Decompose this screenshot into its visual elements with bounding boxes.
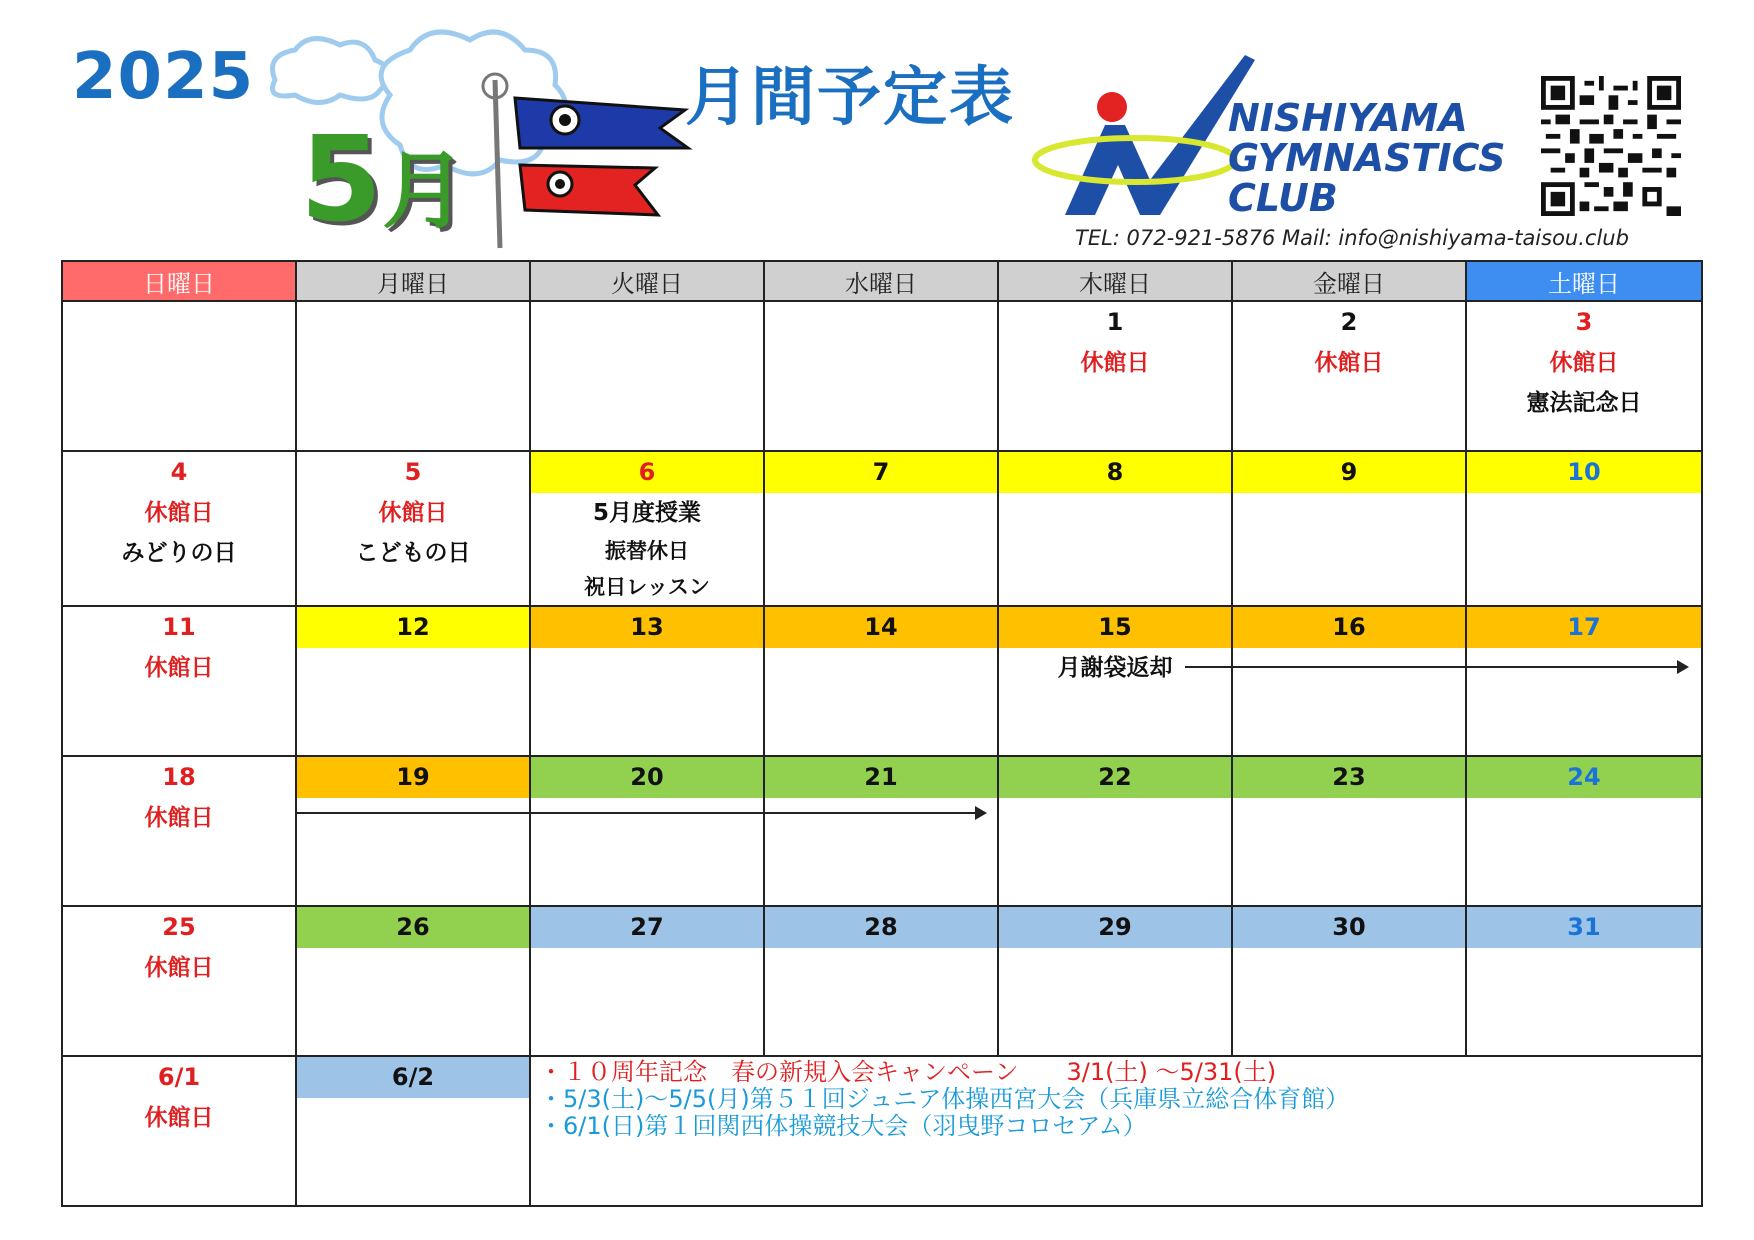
day-cell <box>1466 451 1702 606</box>
week-row <box>62 451 1702 606</box>
day-number: 3 <box>1575 308 1593 336</box>
day-number: 23 <box>1233 757 1465 798</box>
day-cell <box>764 301 998 451</box>
day-number: 16 <box>1233 607 1465 648</box>
day-cell <box>764 451 998 606</box>
page-title: 月間予定表 <box>685 61 1015 135</box>
month-label <box>300 110 466 248</box>
day-cell <box>998 606 1232 756</box>
day-number: 4 <box>170 458 188 486</box>
notes-list <box>539 1059 1349 1140</box>
week-row <box>62 606 1702 756</box>
day-cell <box>998 451 1232 606</box>
day-number: 30 <box>1233 907 1465 948</box>
club-name-line2: GYMNASTICS <box>1228 136 1506 180</box>
day-number: 20 <box>531 757 763 798</box>
day-cell <box>62 451 296 606</box>
event-label: 月謝袋返却 <box>1057 655 1173 681</box>
weekday-header-mon: 月曜日 <box>296 261 530 301</box>
weekday-header-thu: 木曜日 <box>998 261 1232 301</box>
event-label: 5月度授業 <box>592 500 701 526</box>
calendar-table <box>61 260 1703 1207</box>
month-number: 5 <box>300 110 383 248</box>
day-cell <box>998 906 1232 1056</box>
weekday-header-tue: 火曜日 <box>530 261 764 301</box>
day-number: 15 <box>999 607 1231 648</box>
day-cell <box>1232 756 1466 906</box>
day-cell <box>1466 301 1702 451</box>
day-cell <box>62 606 296 756</box>
day-number: 13 <box>531 607 763 648</box>
club-logo <box>1035 55 1255 215</box>
contact-info: TEL: 072-921-5876 Mail: info@nishiyama-taisou.club <box>1075 226 1629 250</box>
day-cell <box>764 606 998 756</box>
notes-cell <box>530 1056 1702 1206</box>
day-number: 22 <box>999 757 1231 798</box>
event-label: 祝日レッスン <box>584 575 710 599</box>
day-number: 31 <box>1467 907 1701 948</box>
day-cell <box>62 906 296 1056</box>
day-cell <box>1232 451 1466 606</box>
closed-label: 休館日 <box>1080 350 1150 376</box>
day-number: 27 <box>531 907 763 948</box>
day-number: 6/2 <box>297 1057 529 1098</box>
day-cell <box>62 1056 296 1206</box>
day-cell <box>62 756 296 906</box>
holiday-name: こどもの日 <box>355 540 471 566</box>
closed-label: 休館日 <box>144 655 214 681</box>
day-number: 2 <box>1340 308 1358 336</box>
closed-label: 休館日 <box>1314 350 1384 376</box>
day-cell <box>296 451 530 606</box>
week-row <box>62 756 1702 906</box>
week-row <box>62 906 1702 1056</box>
day-cell <box>296 1056 530 1206</box>
closed-label: 休館日 <box>144 805 214 831</box>
day-number: 1 <box>1106 308 1124 336</box>
closed-label: 休館日 <box>378 500 448 526</box>
event-label: 振替休日 <box>605 539 689 563</box>
holiday-name: みどりの日 <box>121 540 237 566</box>
day-cell <box>998 301 1232 451</box>
day-number: 12 <box>297 607 529 648</box>
weekday-header-row <box>62 261 1702 301</box>
day-cell <box>296 756 530 906</box>
day-cell <box>764 756 998 906</box>
club-name-line3: CLUB <box>1228 176 1338 220</box>
note-item: ・5/3(土)～5/5(月)第５１回ジュニア体操西宮大会（兵庫県立総合体育館） <box>539 1085 1350 1113</box>
day-number: 5 <box>404 458 422 486</box>
day-number: 9 <box>1233 452 1465 493</box>
day-cell <box>764 906 998 1056</box>
club-name-line1: NISHIYAMA <box>1228 96 1468 140</box>
day-number: 10 <box>1467 452 1701 493</box>
day-number: 14 <box>765 607 997 648</box>
qr-code <box>1536 76 1686 216</box>
week-row <box>62 301 1702 451</box>
note-item: ・１０周年記念 春の新規入会キャンペーン 3/1(土) ～5/31(土) <box>539 1058 1277 1086</box>
day-cell <box>1466 606 1702 756</box>
closed-label: 休館日 <box>144 1105 214 1131</box>
day-cell <box>530 301 764 451</box>
day-number: 26 <box>297 907 529 948</box>
day-number: 24 <box>1467 757 1701 798</box>
day-cell <box>296 606 530 756</box>
day-cell <box>530 451 764 606</box>
weekday-header-wed: 水曜日 <box>764 261 998 301</box>
day-number: 28 <box>765 907 997 948</box>
day-number: 25 <box>162 913 196 941</box>
closed-label: 休館日 <box>144 955 214 981</box>
closed-label: 休館日 <box>144 500 214 526</box>
closed-label: 休館日 <box>1549 350 1619 376</box>
day-cell <box>530 606 764 756</box>
day-cell <box>296 906 530 1056</box>
weekday-header-sat: 土曜日 <box>1466 261 1702 301</box>
day-number: 8 <box>999 452 1231 493</box>
day-number: 19 <box>297 757 529 798</box>
day-number: 18 <box>162 763 196 791</box>
day-cell <box>1232 606 1466 756</box>
holiday-name: 憲法記念日 <box>1526 390 1642 416</box>
day-cell <box>1466 906 1702 1056</box>
day-number: 6 <box>531 452 763 493</box>
year-label: 2025 <box>72 40 255 114</box>
day-number: 6/1 <box>157 1063 201 1091</box>
day-cell <box>530 756 764 906</box>
day-cell <box>998 756 1232 906</box>
day-cell <box>530 906 764 1056</box>
month-suffix: 月 <box>382 142 467 240</box>
note-item: ・6/1(日)第１回関西体操競技大会（羽曳野コロセアム） <box>539 1112 1147 1140</box>
day-number: 11 <box>162 613 196 641</box>
day-number: 7 <box>765 452 997 493</box>
weekday-header-fri: 金曜日 <box>1232 261 1466 301</box>
day-cell <box>62 301 296 451</box>
club-name <box>1228 98 1506 218</box>
day-number: 29 <box>999 907 1231 948</box>
day-cell <box>1232 906 1466 1056</box>
day-number: 21 <box>765 757 997 798</box>
day-cell <box>1232 301 1466 451</box>
day-number: 17 <box>1467 607 1701 648</box>
week-row <box>62 1056 1702 1206</box>
weekday-header-sun: 日曜日 <box>62 261 296 301</box>
day-cell <box>296 301 530 451</box>
day-cell <box>1466 756 1702 906</box>
